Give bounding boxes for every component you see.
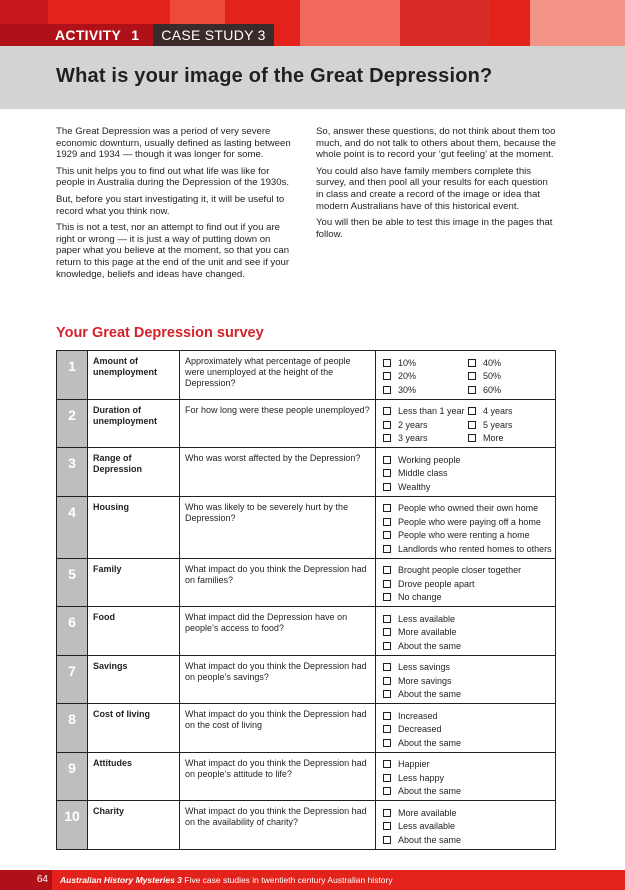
option-label: About the same [398, 834, 462, 845]
answer-option[interactable] [383, 736, 553, 750]
survey-row [57, 752, 556, 801]
checkbox-icon[interactable] [383, 359, 391, 367]
option-label: Drove people apart [398, 578, 475, 589]
option-label: 20% [398, 371, 417, 382]
question-topic: Food [88, 607, 180, 656]
page-number: 64 [36, 874, 48, 885]
answer-option[interactable] [383, 758, 553, 772]
answer-option[interactable] [468, 383, 553, 397]
question-number: 7 [57, 655, 88, 704]
checkbox-icon[interactable] [383, 593, 391, 601]
option-label: More savings [398, 675, 452, 686]
answer-options [376, 558, 556, 607]
options-grid [383, 405, 553, 446]
option-label: Middle class [398, 468, 448, 479]
options-grid [383, 564, 553, 605]
answer-option[interactable] [468, 370, 553, 384]
answer-option[interactable] [468, 356, 553, 370]
answer-option[interactable] [383, 785, 553, 799]
question-number: 3 [57, 448, 88, 497]
answer-option[interactable] [383, 674, 553, 688]
activity-label-box [0, 24, 153, 46]
answer-options [376, 752, 556, 801]
intro-column-right [316, 126, 556, 245]
checkbox-icon[interactable] [383, 712, 391, 720]
answer-options [376, 607, 556, 656]
checkbox-icon[interactable] [383, 421, 391, 429]
option-label: About the same [398, 640, 462, 651]
options-grid [383, 806, 553, 847]
checkbox-icon[interactable] [383, 434, 391, 442]
checkbox-icon[interactable] [383, 456, 391, 464]
checkbox-icon[interactable] [383, 483, 391, 491]
answer-option[interactable] [383, 709, 553, 723]
option-label: About the same [398, 689, 462, 700]
option-label: 50% [483, 371, 502, 382]
answer-option[interactable] [383, 661, 553, 675]
answer-options [376, 655, 556, 704]
option-label: Less available [398, 613, 456, 624]
answer-options [376, 801, 556, 850]
checkbox-icon[interactable] [383, 725, 391, 733]
answer-options [376, 351, 556, 400]
option-label: Less savings [398, 662, 451, 673]
checkbox-icon[interactable] [468, 359, 476, 367]
answer-option[interactable] [383, 771, 553, 785]
checkbox-icon[interactable] [383, 774, 391, 782]
checkbox-icon[interactable] [383, 836, 391, 844]
checkbox-icon[interactable] [383, 531, 391, 539]
header-decor-block [300, 0, 400, 46]
question-topic: Savings [88, 655, 180, 704]
option-label: Brought people closer together [398, 565, 522, 576]
answer-option[interactable] [383, 626, 553, 640]
checkbox-icon[interactable] [383, 566, 391, 574]
option-label: More [483, 433, 504, 444]
question-number: 6 [57, 607, 88, 656]
header-band [0, 0, 625, 46]
checkbox-icon[interactable] [383, 809, 391, 817]
question-topic: Housing [88, 496, 180, 558]
option-label: No change [398, 592, 442, 603]
intro-paragraph: You could also have family members complete this survey, and then pool all your results for each question in class and create a record of the image or idea that modern Australians have of this historical event. [316, 165, 548, 212]
answer-option[interactable] [468, 405, 553, 419]
checkbox-icon[interactable] [383, 504, 391, 512]
survey-row [57, 801, 556, 850]
title-bar [0, 46, 625, 109]
option-label: More available [398, 807, 457, 818]
activity-bar [0, 24, 274, 46]
answer-option[interactable] [383, 591, 553, 605]
options-grid [383, 612, 553, 653]
option-label: More available [398, 627, 457, 638]
options-grid [383, 356, 553, 397]
option-label: Landlords who rented homes to others [398, 543, 552, 554]
question-text: What impact do you think the Depression had on the cost of living [180, 704, 376, 753]
question-topic: Duration of unemployment [88, 399, 180, 448]
question-topic: Cost of living [88, 704, 180, 753]
answer-option[interactable] [383, 502, 553, 516]
question-topic: Attitudes [88, 752, 180, 801]
option-label: About the same [398, 737, 462, 748]
activity-label: ACTIVITY [55, 27, 122, 43]
checkbox-icon[interactable] [383, 642, 391, 650]
option-label: Less available [398, 821, 456, 832]
answer-option[interactable] [383, 577, 553, 591]
options-grid [383, 709, 553, 750]
checkbox-icon[interactable] [383, 407, 391, 415]
question-number: 8 [57, 704, 88, 753]
case-study-label: CASE STUDY 3 [153, 24, 274, 46]
survey-title: Your Great Depression survey [56, 325, 264, 341]
header-decor-block [530, 0, 625, 46]
option-label: About the same [398, 786, 462, 797]
survey-row [57, 399, 556, 448]
options-grid [383, 502, 553, 556]
answer-option[interactable] [383, 453, 553, 467]
question-number: 1 [57, 351, 88, 400]
checkbox-icon[interactable] [383, 615, 391, 623]
answer-option[interactable] [383, 639, 553, 653]
checkbox-icon[interactable] [468, 407, 476, 415]
answer-option[interactable] [468, 418, 553, 432]
answer-option[interactable] [383, 356, 468, 370]
option-label: Happier [398, 759, 430, 770]
answer-option[interactable] [383, 564, 553, 578]
question-text: What impact do you think the Depression had on people’s attitude to life? [180, 752, 376, 801]
options-grid [383, 453, 553, 494]
survey-row [57, 558, 556, 607]
checkbox-icon[interactable] [383, 372, 391, 380]
checkbox-icon[interactable] [383, 787, 391, 795]
option-label: Increased [398, 710, 438, 721]
survey-row [57, 607, 556, 656]
answer-option[interactable] [383, 370, 468, 384]
checkbox-icon[interactable] [383, 386, 391, 394]
answer-option[interactable] [383, 723, 553, 737]
option-label: People who were renting a home [398, 530, 530, 541]
header-decor-block [400, 0, 490, 46]
survey-row [57, 448, 556, 497]
answer-option[interactable] [383, 542, 553, 556]
survey-row [57, 496, 556, 558]
question-number: 9 [57, 752, 88, 801]
checkbox-icon[interactable] [383, 580, 391, 588]
question-number: 2 [57, 399, 88, 448]
question-topic: Charity [88, 801, 180, 850]
checkbox-icon[interactable] [383, 760, 391, 768]
answer-option[interactable] [468, 432, 553, 446]
option-label: 30% [398, 384, 417, 395]
option-label: Less than 1 year [398, 406, 465, 417]
survey-row [57, 655, 556, 704]
intro-paragraph: But, before you start investigating it, it will be useful to record what you think now. [56, 193, 285, 217]
option-label: 4 years [483, 406, 513, 417]
option-label: Wealthy [398, 481, 431, 492]
footer [0, 870, 625, 890]
question-number: 4 [57, 496, 88, 558]
activity-number: 1 [131, 27, 140, 43]
book-title: Australian History Mysteries 3 [60, 875, 182, 885]
intro-paragraph: The Great Depression was a period of very severe economic downturn, usually defined as lasting between 1929 and 1934 — though it was longer for some. [56, 126, 291, 161]
checkbox-icon[interactable] [468, 421, 476, 429]
option-label: 5 years [483, 419, 513, 430]
question-text: What impact did the Depression have on people’s access to food? [180, 607, 376, 656]
survey-table [56, 350, 556, 850]
option-label: 10% [398, 357, 417, 368]
answer-option[interactable] [383, 383, 468, 397]
question-text: What impact do you think the Depression had on people’s savings? [180, 655, 376, 704]
intro-column-left [56, 126, 296, 285]
checkbox-icon[interactable] [383, 628, 391, 636]
option-label: 2 years [398, 419, 428, 430]
checkbox-icon[interactable] [383, 677, 391, 685]
answer-option[interactable] [383, 515, 553, 529]
checkbox-icon[interactable] [383, 690, 391, 698]
footer-text [60, 870, 393, 890]
question-text: Who was worst affected by the Depression? [180, 448, 376, 497]
answer-option[interactable] [383, 529, 553, 543]
answer-option[interactable] [383, 480, 553, 494]
checkbox-icon[interactable] [383, 739, 391, 747]
option-label: People who owned their own home [398, 503, 539, 514]
answer-option[interactable] [383, 418, 468, 432]
option-label: People who were paying off a home [398, 516, 541, 527]
answer-options [376, 496, 556, 558]
checkbox-icon[interactable] [468, 372, 476, 380]
question-number: 10 [57, 801, 88, 850]
question-text: What impact do you think the Depression had on families? [180, 558, 376, 607]
option-label: Working people [398, 454, 461, 465]
answer-option[interactable] [383, 467, 553, 481]
page-title: What is your image of the Great Depression? [56, 65, 493, 87]
option-label: 60% [483, 384, 502, 395]
answer-option[interactable] [383, 806, 553, 820]
checkbox-icon[interactable] [383, 469, 391, 477]
question-topic: Family [88, 558, 180, 607]
question-topic: Amount of unemployment [88, 351, 180, 400]
answer-option[interactable] [383, 405, 468, 419]
answer-options [376, 448, 556, 497]
option-label: Decreased [398, 724, 442, 735]
question-text: What impact do you think the Depression had on the availability of charity? [180, 801, 376, 850]
option-label: 3 years [398, 433, 428, 444]
option-label: Less happy [398, 772, 445, 783]
options-grid [383, 661, 553, 702]
answer-option[interactable] [383, 612, 553, 626]
answer-option[interactable] [383, 820, 553, 834]
question-number: 5 [57, 558, 88, 607]
answer-option[interactable] [383, 833, 553, 847]
answer-options [376, 704, 556, 753]
intro-paragraph: This unit helps you to find out what life was like for people in Australia during the Depression of the 1930s. [56, 165, 290, 189]
checkbox-icon[interactable] [383, 545, 391, 553]
answer-options [376, 399, 556, 448]
book-subtitle: Five case studies in twentieth century Australian history [184, 875, 393, 885]
question-text: For how long were these people unemployed? [180, 399, 376, 448]
checkbox-icon[interactable] [383, 663, 391, 671]
options-grid [383, 758, 553, 799]
answer-option[interactable] [383, 688, 553, 702]
checkbox-icon[interactable] [383, 822, 391, 830]
question-text: Who was likely to be severely hurt by the Depression? [180, 496, 376, 558]
answer-option[interactable] [383, 432, 468, 446]
intro-paragraph: You will then be able to test this image in the pages that follow. [316, 217, 553, 240]
checkbox-icon[interactable] [468, 386, 476, 394]
question-topic: Range of Depression [88, 448, 180, 497]
intro-paragraph: This is not a test, nor an attempt to find out if you are right or wrong — it is just a way of putting down on paper what you believe at the moment, so that you can return to this page at the end of the unit and see if your knowledge, beliefs and ideas have changed. [56, 222, 290, 280]
survey-row [57, 351, 556, 400]
checkbox-icon[interactable] [383, 518, 391, 526]
survey-row [57, 704, 556, 753]
page-number-box [0, 870, 52, 890]
intro-paragraph: So, answer these questions, do not think about them too much, and do not talk to others about them, because the whole point is to record your ‘gut feeling’ at the moment. [316, 126, 556, 161]
question-text: Approximately what percentage of people were unemployed at the height of the Depression? [180, 351, 376, 400]
checkbox-icon[interactable] [468, 434, 476, 442]
option-label: 40% [483, 357, 502, 368]
